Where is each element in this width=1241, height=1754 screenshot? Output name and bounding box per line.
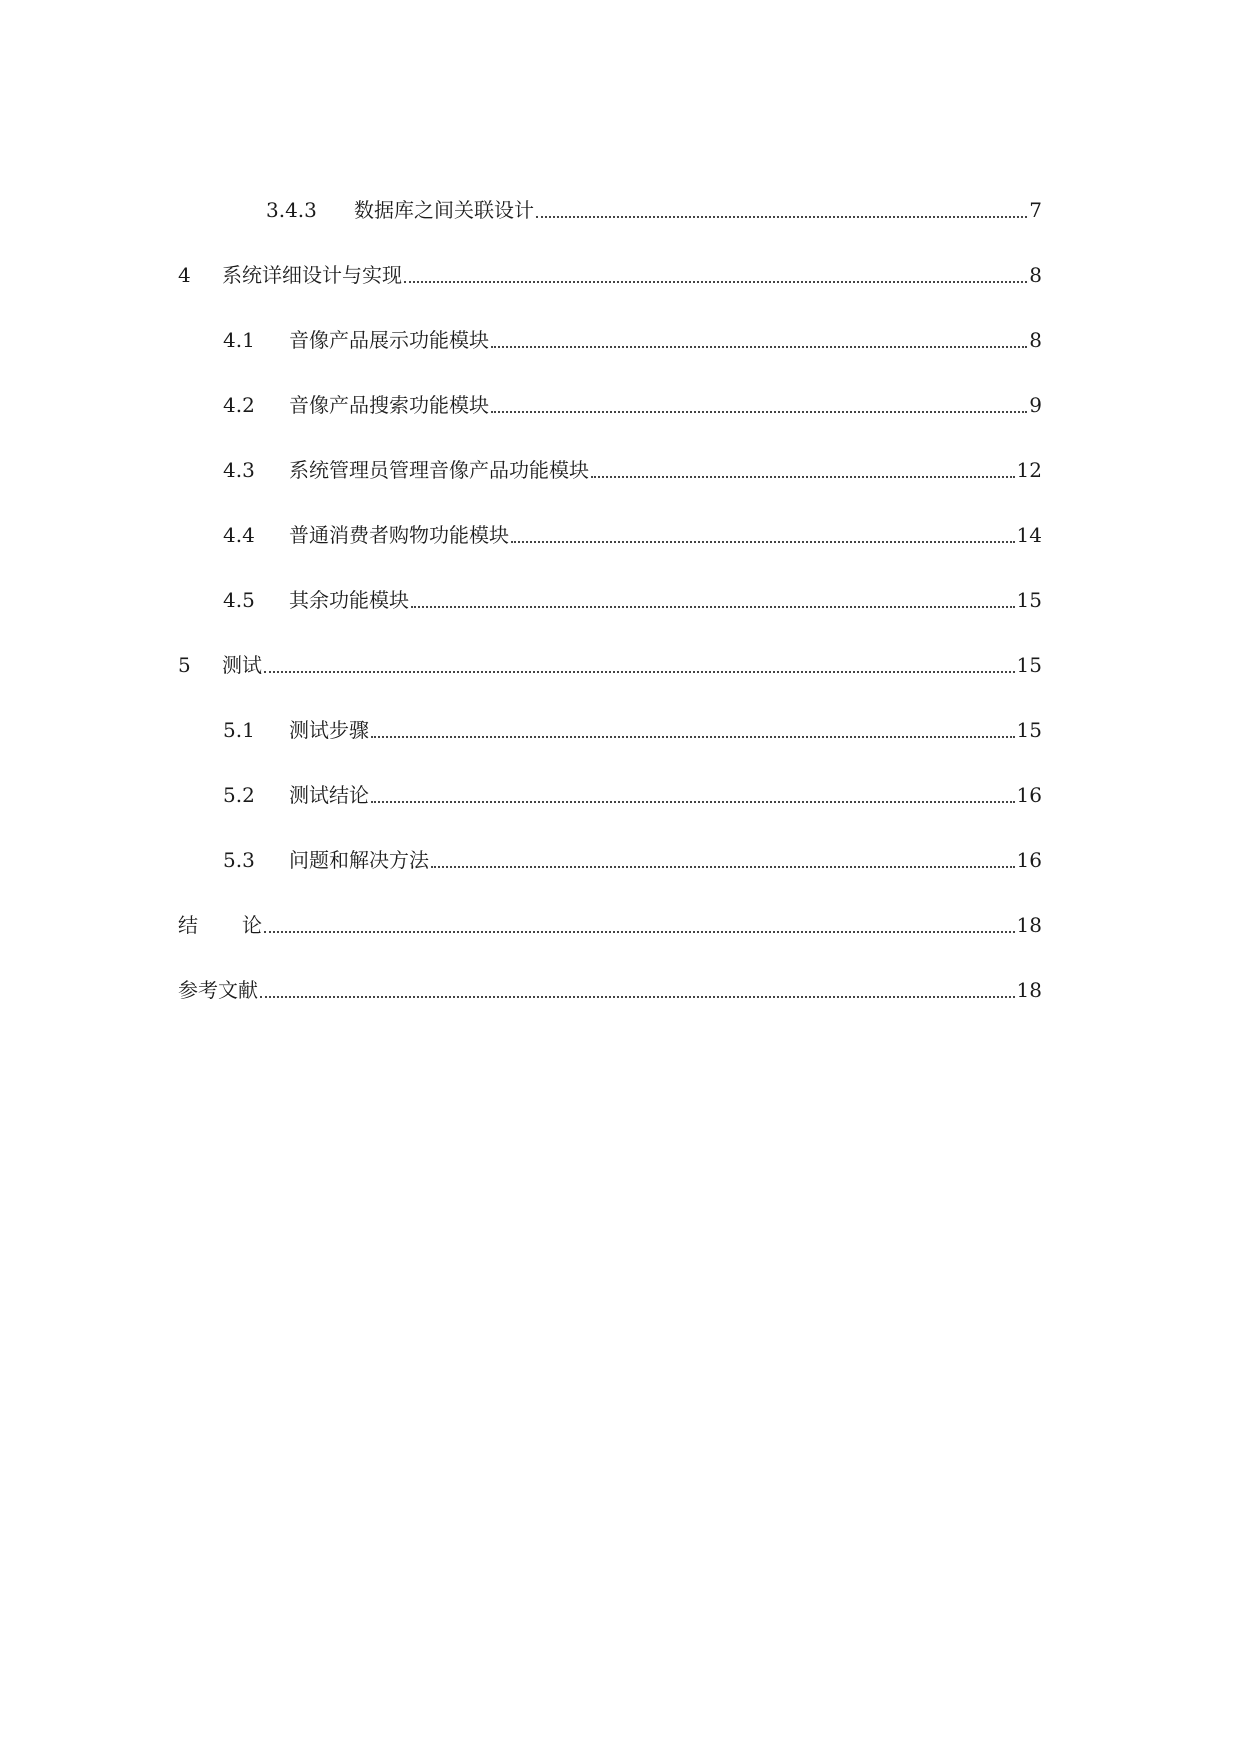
- toc-entry-page: 16: [1016, 848, 1042, 872]
- toc-entry-page: 15: [1016, 653, 1042, 677]
- dot-leader: [260, 995, 1015, 998]
- toc-entry-page: 14: [1016, 523, 1042, 547]
- toc-entry-number: 4.3: [223, 458, 255, 482]
- toc-entry-page: 15: [1016, 588, 1042, 612]
- toc-entry-conclusion[interactable]: [178, 910, 1042, 940]
- toc-entry-page: 15: [1016, 718, 1042, 742]
- toc-entry-4-1[interactable]: [223, 325, 1042, 355]
- toc-entry-4[interactable]: [178, 260, 1042, 290]
- toc-entry-4-2[interactable]: [223, 390, 1042, 420]
- toc-entry-title: 测试结论: [289, 783, 369, 807]
- toc-entry-title: 普通消费者购物功能模块: [289, 523, 509, 547]
- toc-entry-number: 4.4: [223, 523, 255, 547]
- toc-entry-page: 7: [1029, 198, 1042, 222]
- toc-entry-page: 18: [1016, 913, 1042, 937]
- toc-entry-page: 16: [1016, 783, 1042, 807]
- toc-entry-number: 4.1: [223, 328, 255, 352]
- toc-entry-page: 8: [1029, 263, 1042, 287]
- toc-entry-title: 音像产品展示功能模块: [289, 328, 489, 352]
- toc-entry-number: 5: [178, 653, 191, 677]
- toc-entry-page: 8: [1029, 328, 1042, 352]
- dot-leader: [431, 865, 1015, 868]
- toc-entry-title: 数据库之间关联设计: [354, 198, 534, 222]
- toc-entry-title: 问题和解决方法: [289, 848, 429, 872]
- toc-entry-3-4-3[interactable]: [266, 195, 1042, 225]
- toc-entry-title: 测试步骤: [289, 718, 369, 742]
- toc-entry-page: 18: [1016, 978, 1042, 1002]
- toc-entry-page: 12: [1016, 458, 1042, 482]
- dot-leader: [536, 215, 1027, 218]
- toc-entry-5-1[interactable]: [223, 715, 1042, 745]
- dot-leader: [404, 280, 1027, 283]
- toc-entry-title: 测试: [222, 653, 262, 677]
- dot-leader: [511, 540, 1015, 543]
- dot-leader: [371, 800, 1015, 803]
- dot-leader: [491, 410, 1027, 413]
- toc-entry-number: 4.2: [223, 393, 255, 417]
- toc-entry-4-3[interactable]: [223, 455, 1042, 485]
- toc-entry-title: 系统管理员管理音像产品功能模块: [289, 458, 589, 482]
- dot-leader: [371, 735, 1015, 738]
- toc-entry-number: 5.2: [223, 783, 255, 807]
- toc-entry-number: 4: [178, 263, 191, 287]
- toc-entry-number: 5.1: [223, 718, 255, 742]
- toc-entry-number: 5.3: [223, 848, 255, 872]
- toc-entry-title: 音像产品搜索功能模块: [289, 393, 489, 417]
- toc-entry-title: 参考文献: [178, 978, 258, 1002]
- toc-entry-4-4[interactable]: [223, 520, 1042, 550]
- toc-entry-page: 9: [1029, 393, 1042, 417]
- toc-entry-number: 3.4.3: [266, 198, 317, 222]
- toc-entry-number: 4.5: [223, 588, 255, 612]
- toc-entry-5-2[interactable]: [223, 780, 1042, 810]
- dot-leader: [491, 345, 1027, 348]
- dot-leader: [264, 670, 1015, 673]
- toc-entry-title: 结论: [178, 913, 306, 937]
- toc-entry-4-5[interactable]: [223, 585, 1042, 615]
- toc-entry-5[interactable]: [178, 650, 1042, 680]
- toc-entry-title: 系统详细设计与实现: [222, 263, 402, 287]
- toc-entry-title: 其余功能模块: [289, 588, 409, 612]
- dot-leader: [591, 475, 1015, 478]
- toc-entry-5-3[interactable]: [223, 845, 1042, 875]
- dot-leader: [264, 930, 1015, 933]
- toc-entry-references[interactable]: [178, 975, 1042, 1005]
- dot-leader: [411, 605, 1015, 608]
